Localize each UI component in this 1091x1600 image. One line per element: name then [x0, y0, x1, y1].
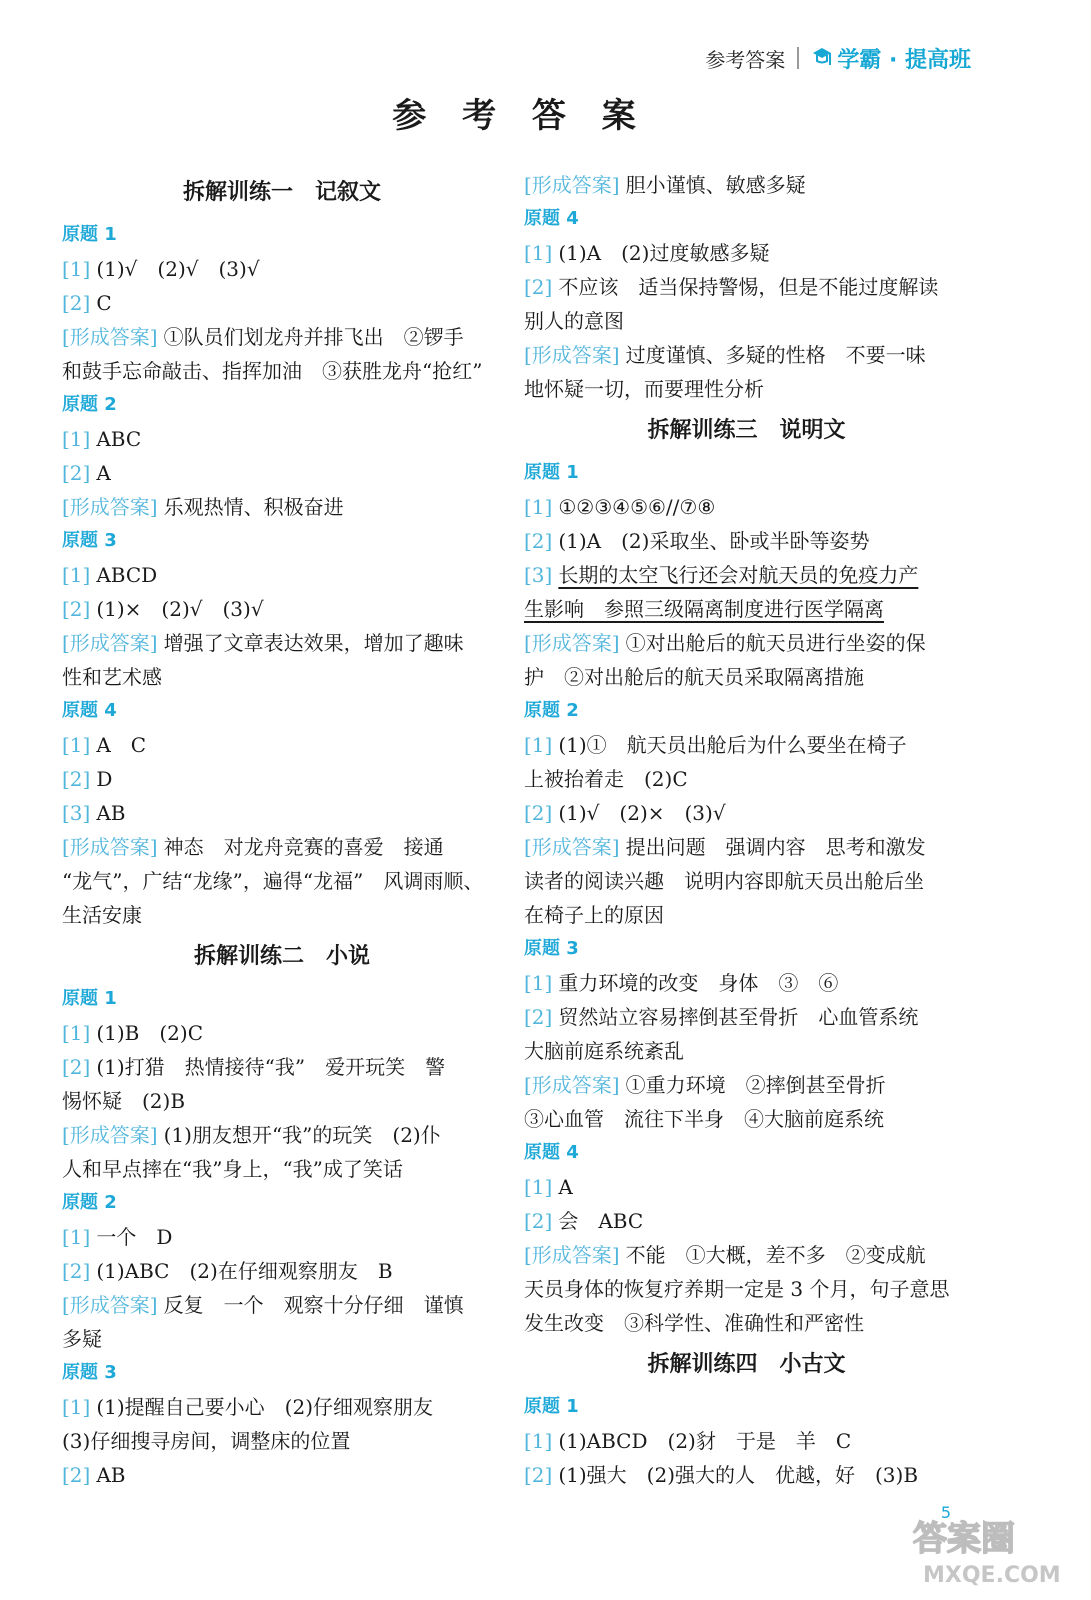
answer-line — [62, 1458, 502, 1492]
answer-tag: [2] — [62, 767, 91, 791]
answer-text: AB — [96, 801, 126, 825]
answer-continuation — [62, 1322, 502, 1356]
answer-text: 胆小谨慎、敏感多疑 — [625, 173, 806, 197]
answer-tag: [1] — [524, 971, 553, 995]
answer-text: (1)强大 (2)强大的人 优越，好 (3)B — [558, 1463, 919, 1487]
answer-line — [62, 762, 502, 796]
answer-line — [524, 1204, 969, 1238]
answer-line — [524, 1458, 969, 1492]
question-heading: 原题 2 — [62, 394, 117, 415]
answer-text: 不应该 适当保持警惕，但是不能过度解读 — [558, 275, 939, 299]
answer-line — [62, 1016, 502, 1050]
answer-line — [62, 1390, 502, 1424]
answer-tag: [形成答案] — [62, 495, 158, 519]
answer-tag: [形成答案] — [62, 1123, 158, 1147]
answer-tag: [形成答案] — [524, 343, 620, 367]
answer-text: 多疑 — [62, 1327, 102, 1351]
answer-text: (1)√ (2)× (3)√ — [558, 801, 726, 825]
question-heading: 原题 1 — [524, 1396, 579, 1417]
answer-continuation — [62, 354, 502, 388]
answer-line — [524, 490, 969, 524]
answer-text: ③心血管 流往下半身 ④大脑前庭系统 — [524, 1107, 884, 1131]
answer-tag: [2] — [62, 1055, 91, 1079]
question-heading: 原题 3 — [62, 530, 117, 551]
answer-text: 别人的意图 — [524, 309, 624, 333]
answer-text: 过度谨慎、多疑的性格 不要一味 — [625, 343, 926, 367]
graduation-cap-icon — [811, 45, 833, 71]
answer-text: ①对出舱后的航天员进行坐姿的保 — [625, 631, 926, 655]
watermark-logo — [909, 1510, 1069, 1590]
answer-tag: [2] — [524, 1005, 553, 1029]
question-heading: 原题 3 — [62, 1362, 117, 1383]
question-heading: 原题 1 — [524, 462, 579, 483]
answer-text: (1)ABC (2)在仔细观察朋友 B — [96, 1259, 393, 1283]
answer-line — [62, 252, 502, 286]
answer-text: 一个 D — [96, 1225, 173, 1249]
answer-tag: [1] — [524, 1429, 553, 1453]
brand-name: 学霸 · 提高班 — [837, 47, 971, 73]
answer-tag: [形成答案] — [62, 835, 158, 859]
answer-continuation — [524, 304, 969, 338]
answer-line — [62, 286, 502, 320]
answer-line — [62, 1254, 502, 1288]
answer-tag: [形成答案] — [524, 1073, 620, 1097]
answer-line — [62, 558, 502, 592]
answer-line — [524, 796, 969, 830]
answer-text: 乐观热情、积极奋进 — [163, 495, 344, 519]
answer-line — [62, 422, 502, 456]
answer-continuation — [62, 660, 502, 694]
answer-line — [62, 728, 502, 762]
section-heading: 拆解训练四 小古文 — [647, 1352, 846, 1377]
answer-tag: [1] — [62, 563, 91, 587]
answer-tag: [形成答案] — [62, 325, 158, 349]
answer-line — [524, 168, 969, 202]
section-heading: 拆解训练一 记叙文 — [182, 180, 381, 205]
svg-text:MXQE.COM: MXQE.COM — [923, 1563, 1061, 1588]
answer-tag: [形成答案] — [62, 631, 158, 655]
answer-text: 在椅子上的原因 — [524, 903, 664, 927]
answer-continuation — [524, 1306, 969, 1340]
answer-text: 神态 对龙舟竞赛的喜爱 接通 — [163, 835, 444, 859]
answer-line — [62, 1050, 502, 1084]
answer-continuation — [62, 864, 502, 898]
answer-line — [62, 592, 502, 626]
answer-text: ABC — [96, 427, 142, 451]
answer-tag: [2] — [62, 1259, 91, 1283]
answer-text: 地怀疑一切，而要理性分析 — [524, 377, 764, 401]
answer-text: 长期的太空飞行还会对航天员的免疫力产 — [558, 563, 919, 587]
answer-text: 发生改变 ③科学性、准确性和严密性 — [524, 1311, 864, 1335]
answer-line — [524, 558, 969, 592]
answer-line — [62, 830, 502, 864]
question-heading: 原题 1 — [62, 224, 117, 245]
answer-tag: [1] — [524, 733, 553, 757]
answer-text: (1)A (2)过度敏感多疑 — [558, 241, 770, 265]
answer-tag: [1] — [62, 1395, 91, 1419]
answer-text: “龙气”，广结“龙缘”，遍得“龙福” 风调雨顺、 — [62, 869, 484, 893]
answer-text: D — [96, 767, 113, 791]
answer-tag: [1] — [524, 1175, 553, 1199]
answer-text: 大脑前庭系统紊乱 — [524, 1039, 684, 1063]
answer-continuation — [524, 898, 969, 932]
answer-continuation — [62, 1424, 502, 1458]
answer-tag: [2] — [62, 291, 91, 315]
answer-text: (1)√ (2)√ (3)√ — [96, 257, 260, 281]
answer-line — [62, 320, 502, 354]
answer-line — [524, 1068, 969, 1102]
left-column — [62, 168, 502, 1492]
answer-text: 性和艺术感 — [62, 665, 162, 689]
page-number: 5 — [940, 1503, 951, 1522]
answer-text: A — [96, 461, 111, 485]
answer-line — [524, 236, 969, 270]
answer-text: 上被抬着走 (2)C — [524, 767, 688, 791]
answer-continuation — [524, 762, 969, 796]
answer-tag: [2] — [524, 1463, 553, 1487]
section-heading: 拆解训练三 说明文 — [647, 418, 846, 443]
answer-tag: [1] — [524, 495, 553, 519]
answer-text: ABCD — [96, 563, 158, 587]
answer-tag: [2] — [524, 529, 553, 553]
answer-line — [62, 1220, 502, 1254]
answer-text: (1)打猎 热情接待“我” 爱开玩笑 警 — [96, 1055, 446, 1079]
question-heading: 原题 1 — [62, 988, 117, 1009]
answer-continuation — [524, 1102, 969, 1136]
answer-line — [524, 1424, 969, 1458]
answer-line — [62, 796, 502, 830]
answer-tag: [1] — [62, 427, 91, 451]
brand-logo — [811, 43, 971, 74]
answer-tag: [2] — [524, 801, 553, 825]
header-label: 参考答案 — [705, 47, 786, 72]
answer-text: 生活安康 — [62, 903, 142, 927]
answer-line — [62, 490, 502, 524]
answer-tag: [3] — [62, 801, 91, 825]
answer-tag: [1] — [524, 241, 553, 265]
answer-line — [524, 270, 969, 304]
answer-continuation — [524, 660, 969, 694]
answer-text: 生影响 参照三级隔离制度进行医学隔离 — [524, 597, 884, 621]
question-heading: 原题 4 — [524, 1142, 579, 1163]
answer-text: (1)提醒自己要小心 (2)仔细观察朋友 — [96, 1395, 434, 1419]
answer-text: (3)仔细搜寻房间，调整床的位置 — [62, 1429, 351, 1453]
answer-line — [524, 524, 969, 558]
answer-line — [524, 626, 969, 660]
answer-text: C — [96, 291, 112, 315]
answer-text: (1)ABCD (2)豺 于是 羊 C — [558, 1429, 852, 1453]
answer-line — [524, 728, 969, 762]
section-heading: 拆解训练二 小说 — [193, 944, 370, 969]
answer-line — [524, 830, 969, 864]
answer-continuation — [62, 1084, 502, 1118]
answer-text: AB — [96, 1463, 126, 1487]
answer-line — [62, 626, 502, 660]
answer-text: (1)A (2)采取坐、卧或半卧等姿势 — [558, 529, 870, 553]
answer-tag: [2] — [524, 1209, 553, 1233]
answer-continuation — [62, 898, 502, 932]
answer-continuation — [524, 1272, 969, 1306]
answer-text: 增强了文章表达效果，增加了趣味 — [163, 631, 464, 655]
answer-continuation — [524, 372, 969, 406]
answer-text: ①队员们划龙舟并排飞出 ②锣手 — [163, 325, 464, 349]
answer-tag: [形成答案] — [524, 835, 620, 859]
answer-text: 读者的阅读兴趣 说明内容即航天员出舱后坐 — [524, 869, 924, 893]
answer-tag: [2] — [62, 597, 91, 621]
question-heading: 原题 4 — [524, 208, 579, 229]
answer-text: 会 ABC — [558, 1209, 644, 1233]
answer-tag: [形成答案] — [524, 173, 620, 197]
answer-tag: [1] — [62, 1225, 91, 1249]
question-heading: 原题 3 — [524, 938, 579, 959]
answer-tag: [1] — [62, 257, 91, 281]
answer-tag: [形成答案] — [62, 1293, 158, 1317]
answer-tag: [2] — [62, 1463, 91, 1487]
answer-line — [524, 966, 969, 1000]
answer-tag: [形成答案] — [524, 1243, 620, 1267]
question-heading: 原题 2 — [62, 1192, 117, 1213]
answer-text: A — [558, 1175, 573, 1199]
answer-tag: [2] — [62, 461, 91, 485]
answer-text: 不能 ①大概，差不多 ②变成航 — [625, 1243, 926, 1267]
answer-text: 人和早点摔在“我”身上，“我”成了笑话 — [62, 1157, 403, 1181]
answer-continuation — [524, 1034, 969, 1068]
answer-continuation — [62, 1152, 502, 1186]
answer-line — [524, 1000, 969, 1034]
answer-continuation — [524, 864, 969, 898]
page-title: 参 考 答 案 — [392, 96, 648, 136]
answer-tag: [1] — [62, 1021, 91, 1045]
right-column — [524, 168, 969, 1492]
answer-tag: [2] — [524, 275, 553, 299]
answer-continuation — [524, 592, 969, 626]
answer-text: (1)B (2)C — [96, 1021, 204, 1045]
answer-text: ①②③④⑤⑥//⑦⑧ — [558, 495, 716, 519]
answer-line — [62, 1288, 502, 1322]
answer-line — [524, 1170, 969, 1204]
answer-text: 反复 一个 观察十分仔细 谨慎 — [163, 1293, 464, 1317]
answer-text: (1)× (2)√ (3)√ — [96, 597, 264, 621]
answer-text: 提出问题 强调内容 思考和激发 — [625, 835, 926, 859]
answer-line — [524, 1238, 969, 1272]
answer-text: 和鼓手忘命敲击、指挥加油 ③获胜龙舟“抢红” — [62, 359, 483, 383]
answer-line — [62, 456, 502, 490]
answer-tag: [形成答案] — [524, 631, 620, 655]
answer-text: (1)朋友想开“我”的玩笑 (2)仆 — [163, 1123, 441, 1147]
question-heading: 原题 2 — [524, 700, 579, 721]
answer-text: (1)① 航天员出舱后为什么要坐在椅子 — [558, 733, 907, 757]
svg-text:答案圈: 答案圈 — [913, 1519, 1015, 1559]
answer-tag: [1] — [62, 733, 91, 757]
question-heading: 原题 4 — [62, 700, 117, 721]
header-divider — [797, 47, 799, 69]
page-header — [705, 38, 971, 78]
answer-text: ①重力环境 ②摔倒甚至骨折 — [625, 1073, 886, 1097]
answer-text: 惕怀疑 (2)B — [62, 1089, 186, 1113]
answer-line — [524, 338, 969, 372]
answer-text: 护 ②对出舱后的航天员采取隔离措施 — [524, 665, 864, 689]
answer-text: 贸然站立容易摔倒甚至骨折 心血管系统 — [558, 1005, 919, 1029]
answer-text: 天员身体的恢复疗养期一定是 3 个月，句子意思 — [524, 1277, 950, 1301]
answer-line — [62, 1118, 502, 1152]
answer-tag: [3] — [524, 563, 553, 587]
answer-text: A C — [96, 733, 147, 757]
answer-text: 重力环境的改变 身体 ③ ⑥ — [558, 971, 839, 995]
